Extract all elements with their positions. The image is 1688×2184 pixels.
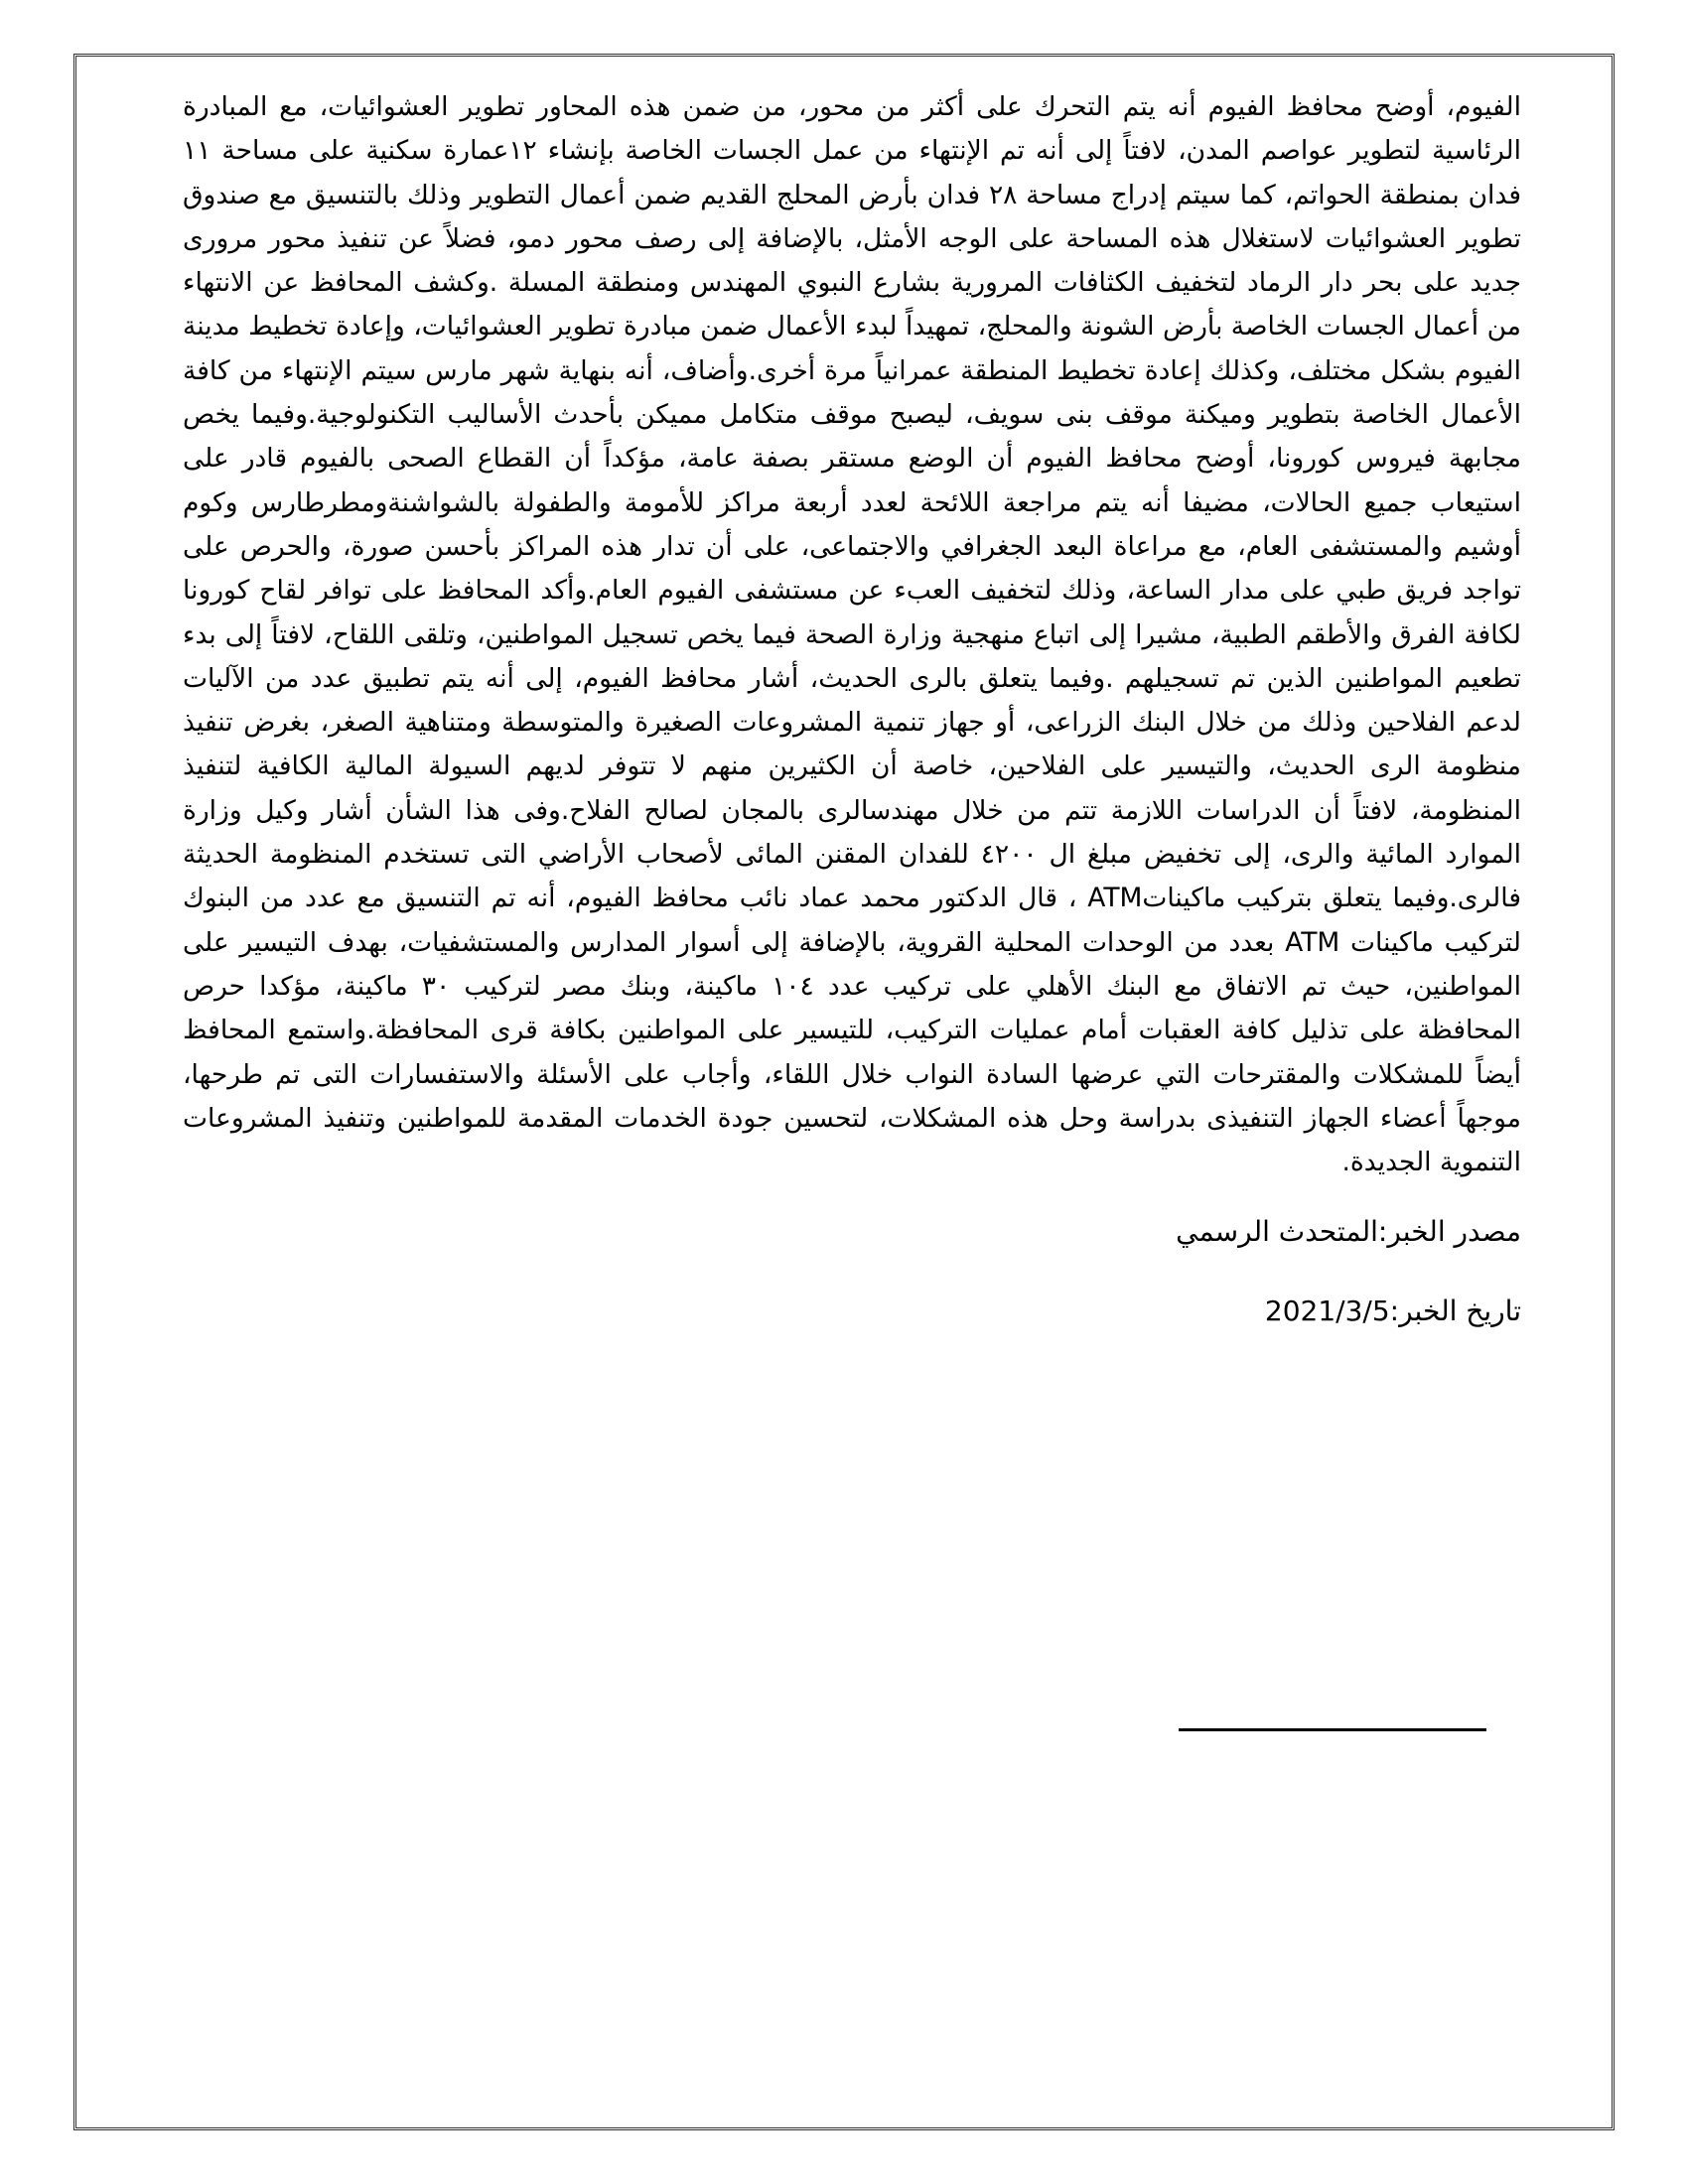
news-source: مصدر الخبر:المتحدث الرسمي [1176,1215,1521,1249]
article-body: الفيوم، أوضح محافظ الفيوم أنه يتم التحرك على أكثر من محور، من ضمن هذه المحاور تطوير العشوائيات، مع المبادرة الرئاسية لتطوير عواصم المدن، لافتاً إلى أنه تم الإنتهاء من عمل الجسات الخاصة بإنشاء ١٢عمارة سكنية على مساحة ١١ فدان بمنطقة الحواتم، كما سيتم إدراج مساحة ٢٨ فدان بأرض المحلج القديم ضمن أعمال التطوير وذلك بالتنسيق مع صندوق تطوير العشوائيات لاستغلال هذه المساحة على الوجه الأمثل، بالإضافة إلى رصف محور دمو، فضلاً عن تنفيذ محور مرورى جديد على بحر دار الرماد لتخفيف الكثافات المرورية بشارع النبوي المهندس ومنطقة المسلة .وكشف المحافظ عن الانتهاء من أعمال الجسات الخاصة بأرض الشونة والمحلج، تمهيداً لبدء الأعمال ضمن مبادرة تطوير العشوائيات، وإعادة تخطيط مدينة الفيوم بشكل مختلف، وكذلك إعادة تخطيط المنطقة عمرانياً مرة أخرى.وأضاف، أنه بنهاية شهر مارس سيتم الإنتهاء من كافة الأعمال الخاصة بتطوير وميكنة موقف بنى سويف، ليصبح موقف متكامل مميكن بأحدث الأساليب التكنولوجية.وفيما يخص مجابهة فيروس كورونا، أوضح محافظ الفيوم أن الوضع مستقر بصفة عامة، مؤكداً أن القطاع الصحى بالفيوم قادر على استيعاب جميع الحالات، مضيفا أنه يتم مراجعة اللائحة لعدد أربعة مراكز للأمومة والطفولة بالشواشنةومطرطارس وكوم أوشيم والمستشفى العام، مع مراعاة البعد الجغرافي والاجتماعى، على أن تدار هذه المراكز بأحسن صورة، والحرص على تواجد فريق طبي على مدار الساعة، وذلك لتخفيف العبء عن مستشفى الفيوم العام.وأكد المحافظ على توافر لقاح كورونا لكافة الفرق والأطقم الطبية، مشيرا إلى اتباع منهجية وزارة الصحة فيما يخص تسجيل المواطنين، وتلقى اللقاح، لافتاً إلى بدء تطعيم المواطنين الذين تم تسجيلهم .وفيما يتعلق بالرى الحديث، أشار محافظ الفيوم، إلى أنه يتم تطبيق عدد من الآليات لدعم الفلاحين وذلك من خلال البنك الزراعى، أو جهاز تنمية المشروعات الصغيرة والمتوسطة ومتناهية الصغر، بغرض تنفيذ منظومة الرى الحديث، والتيسير على الفلاحين، خاصة أن الكثيرين منهم لا تتوفر لديهم السيولة المالية الكافية لتنفيذ المنظومة، لافتاً أن الدراسات اللازمة تتم من خلال مهندسالرى بالمجان لصالح الفلاح.وفى هذا الشأن أشار وكيل وزارة الموارد المائية والرى، إلى تخفيض مبلغ ال ٤٢٠٠ للفدان المقنن المائى لأصحاب الأراضي التى تستخدم المنظومة الحديثة فالرى.وفيما يتعلق بتركيب ماكيناتATM ، قال الدكتور محمد عماد نائب محافظ الفيوم، أنه تم التنسيق مع عدد من البنوك لتركيب ماكينات ATM بعدد من الوحدات المحلية القروية، بالإضافة إلى أسوار المدارس والمستشفيات، بهدف التيسير على المواطنين، حيث تم الاتفاق مع البنك الأهلي على تركيب عدد ١٠٤ ماكينة، وبنك مصر لتركيب ٣٠ ماكينة، مؤكدا حرص المحافظة على تذليل كافة العقبات أمام عمليات التركيب، للتيسير على المواطنين بكافة قرى المحافظة.واستمع المحافظ أيضاً للمشكلات والمقترحات التي عرضها السادة النواب خلال اللقاء، وأجاب على الأسئلة والاستفسارات التى تم طرحها، موجهاً أعضاء الجهاز التنفيذى بدراسة وحل هذه المشكلات، لتحسين جودة الخدمات المقدمة للمواطنين وتنفيذ المشروعات التنموية الجديدة. [183,91,1522,1178]
article-content [183,85,1521,1329]
news-date: تاريخ الخبر:2021/3/5 [1264,1295,1521,1328]
end-divider-line [1179,1728,1486,1731]
